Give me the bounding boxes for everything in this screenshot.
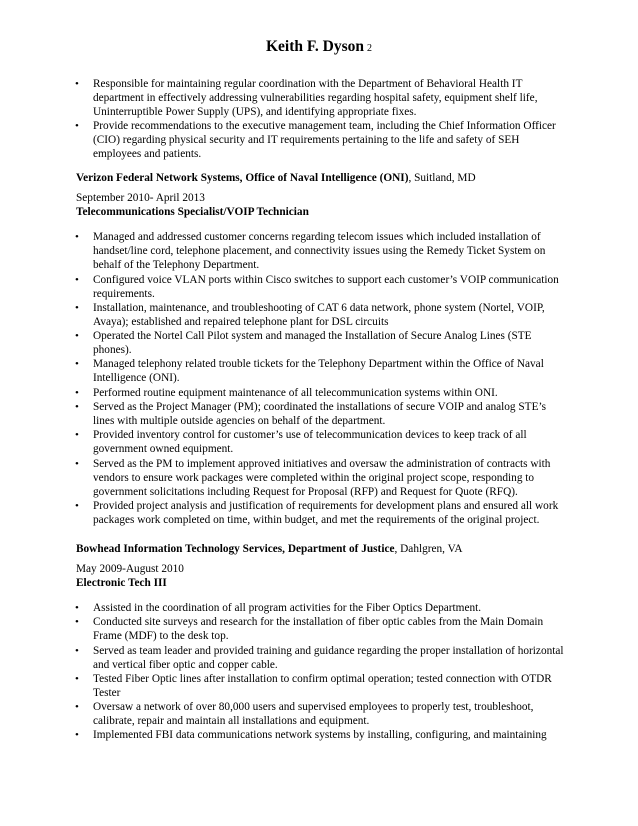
job-heading — [76, 171, 566, 185]
list-item: • Provided project analysis and justification of requirements for development plans and ensured all work packages work completed on time, within budget, and met the requirements of the original project. — [76, 499, 566, 527]
list-item: • Conducted site surveys and research for the installation of fiber optic cables from the Main Domain Frame (MDF) to the desk top. — [76, 615, 566, 643]
job-bullet-list — [76, 601, 566, 742]
list-item: • Provided inventory control for customer’s use of telecommunication devices to keep track of all government owned equipment. — [76, 428, 566, 456]
job-bullet-list — [76, 230, 566, 527]
employer-name: Verizon Federal Network Systems, Office of Naval Intelligence (ONI) — [76, 172, 409, 185]
list-item: • Installation, maintenance, and troubleshooting of CAT 6 data network, phone system (Nortel, VOIP, Avaya); established and repaired telephone plant for DSL circuits — [76, 301, 566, 329]
page-number: 2 — [367, 43, 373, 54]
list-item: • Served as team leader and provided training and guidance regarding the proper installation of horizontal and vertical fiber optic and copper cable. — [76, 644, 566, 672]
list-item: • Implemented FBI data communications network systems by installing, configuring, and maintaining — [76, 728, 566, 742]
list-item: • Oversaw a network of over 80,000 users and supervised employees to properly test, troubleshoot, calibrate, repair and maintain all installations and equipment. — [76, 700, 566, 728]
job-location: , Suitland, MD — [408, 172, 476, 185]
list-item: • Configured voice VLAN ports within Cisco switches to support each customer’s VOIP communication requirements. — [76, 273, 566, 301]
list-item: • Responsible for maintaining regular coordination with the Department of Behavioral Health IT department in effectively addressing vulnerabilities regarding hospital safety, equipment shelf life, Uninterruptible Power Supply (UPS), and identifying appropriate fixes. — [76, 77, 566, 119]
resume-content — [76, 77, 566, 743]
list-item: • Tested Fiber Optic lines after installation to confirm optimal operation; tested connection with OTDR Tester — [76, 672, 566, 700]
page-header — [0, 38, 638, 58]
intro-bullet-list — [76, 77, 566, 161]
job-location: , Dahlgren, VA — [394, 542, 463, 555]
job-section-bowhead — [76, 542, 566, 742]
job-section-verizon — [76, 171, 566, 527]
list-item: • Performed routine equipment maintenance of all telecommunication systems within ONI. — [76, 386, 566, 400]
list-item: • Provide recommendations to the executive management team, including the Chief Information Officer (CIO) regarding physical security and IT requirements pertaining to the life and safety of SEH employees and patients. — [76, 119, 566, 161]
list-item: • Served as the Project Manager (PM); coordinated the installations of secure VOIP and analog STE’s lines with multiple outside agencies on behalf of the department. — [76, 400, 566, 428]
list-item: • Served as the PM to implement approved initiatives and oversaw the administration of contracts with vendors to ensure work packages were completed within the original project scope, responding to government solicitations including Request for Proposal (RFP) and Request for Quote (RFQ). — [76, 457, 566, 499]
employer-name: Bowhead Information Technology Services, Department of Justice — [76, 542, 395, 555]
list-item: • Operated the Nortel Call Pilot system and managed the Installation of Secure Analog Lines (STE phones). — [76, 329, 566, 357]
list-item: • Managed telephony related trouble tickets for the Telephony Department within the Office of Naval Intelligence (ONI). — [76, 357, 566, 385]
job-title: Telecommunications Specialist/VOIP Technician — [76, 206, 309, 219]
list-item: • Managed and addressed customer concerns regarding telecom issues which included installation of handset/line cord, telephone placement, and connectivity issues using the Remedy Ticket System on behalf of the Telephony Department. — [76, 230, 566, 272]
list-item: • Assisted in the coordination of all program activities for the Fiber Optics Department. — [76, 601, 566, 615]
job-dates: May 2009-August 2010 — [76, 562, 184, 575]
job-heading — [76, 542, 566, 556]
candidate-name: Keith F. Dyson — [265, 38, 365, 55]
job-title: Electronic Tech III — [76, 576, 167, 589]
job-dates: September 2010- April 2013 — [76, 192, 205, 205]
